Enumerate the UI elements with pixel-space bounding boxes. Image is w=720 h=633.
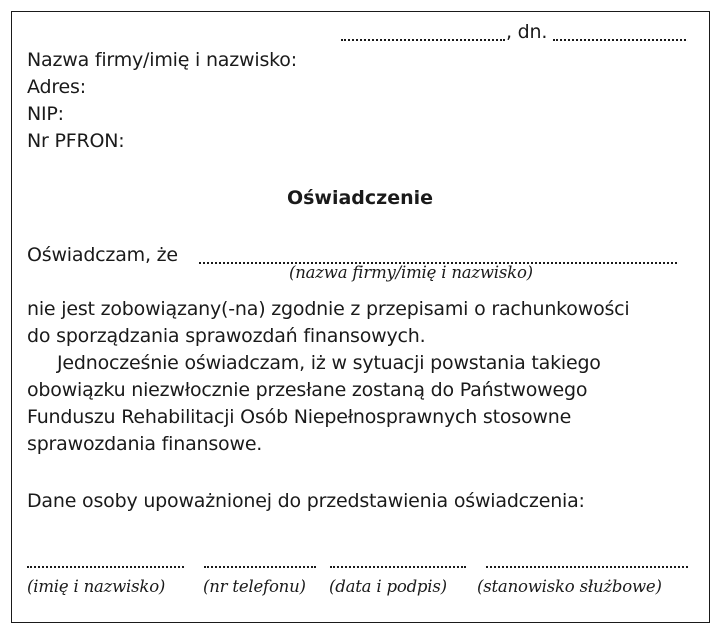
statement-line-3: Jednocześnie oświadczam, iż w sytuacji powstania takiego bbox=[57, 352, 601, 374]
place-dotted-line bbox=[341, 39, 505, 41]
company-name-label: Nazwa firmy/imię i nazwisko: bbox=[27, 49, 297, 71]
statement-line-4: obowiązku niezwłocznie przesłane zostaną do Państwowego bbox=[27, 379, 588, 401]
statement-line-5: Funduszu Rehabilitacji Osób Niepełnosprawnych stosowne bbox=[27, 406, 572, 428]
phone-caption: (nr telefonu) bbox=[203, 577, 306, 596]
phone-dotted-line bbox=[204, 566, 316, 568]
date-signature-caption: (data i podpis) bbox=[329, 577, 447, 596]
authorized-person-heading: Dane osoby upoważnionej do przedstawienia oświadczenia: bbox=[27, 490, 585, 512]
statement-intro: Oświadczam, że bbox=[27, 244, 178, 266]
statement-line-2: do sporządzania sprawozdań finansowych. bbox=[27, 325, 426, 347]
statement-line-1: nie jest zobowiązany(-na) zgodnie z przepisami o rachunkowości bbox=[27, 298, 630, 320]
address-label: Adres: bbox=[27, 76, 86, 98]
date-separator: , dn. bbox=[506, 21, 548, 43]
company-caption: (nazwa firmy/imię i nazwisko) bbox=[289, 263, 533, 282]
pfron-number-label: Nr PFRON: bbox=[27, 130, 125, 152]
position-dotted-line bbox=[486, 566, 688, 568]
date-signature-dotted-line bbox=[330, 566, 466, 568]
document-title: Oświadczenie bbox=[286, 187, 434, 209]
name-dotted-line bbox=[27, 566, 184, 568]
position-caption: (stanowisko służbowe) bbox=[477, 577, 662, 596]
name-caption: (imię i nazwisko) bbox=[27, 577, 166, 596]
date-dotted-line bbox=[553, 39, 686, 41]
statement-line-6: sprawozdania finansowe. bbox=[27, 433, 263, 455]
nip-label: NIP: bbox=[27, 103, 64, 125]
